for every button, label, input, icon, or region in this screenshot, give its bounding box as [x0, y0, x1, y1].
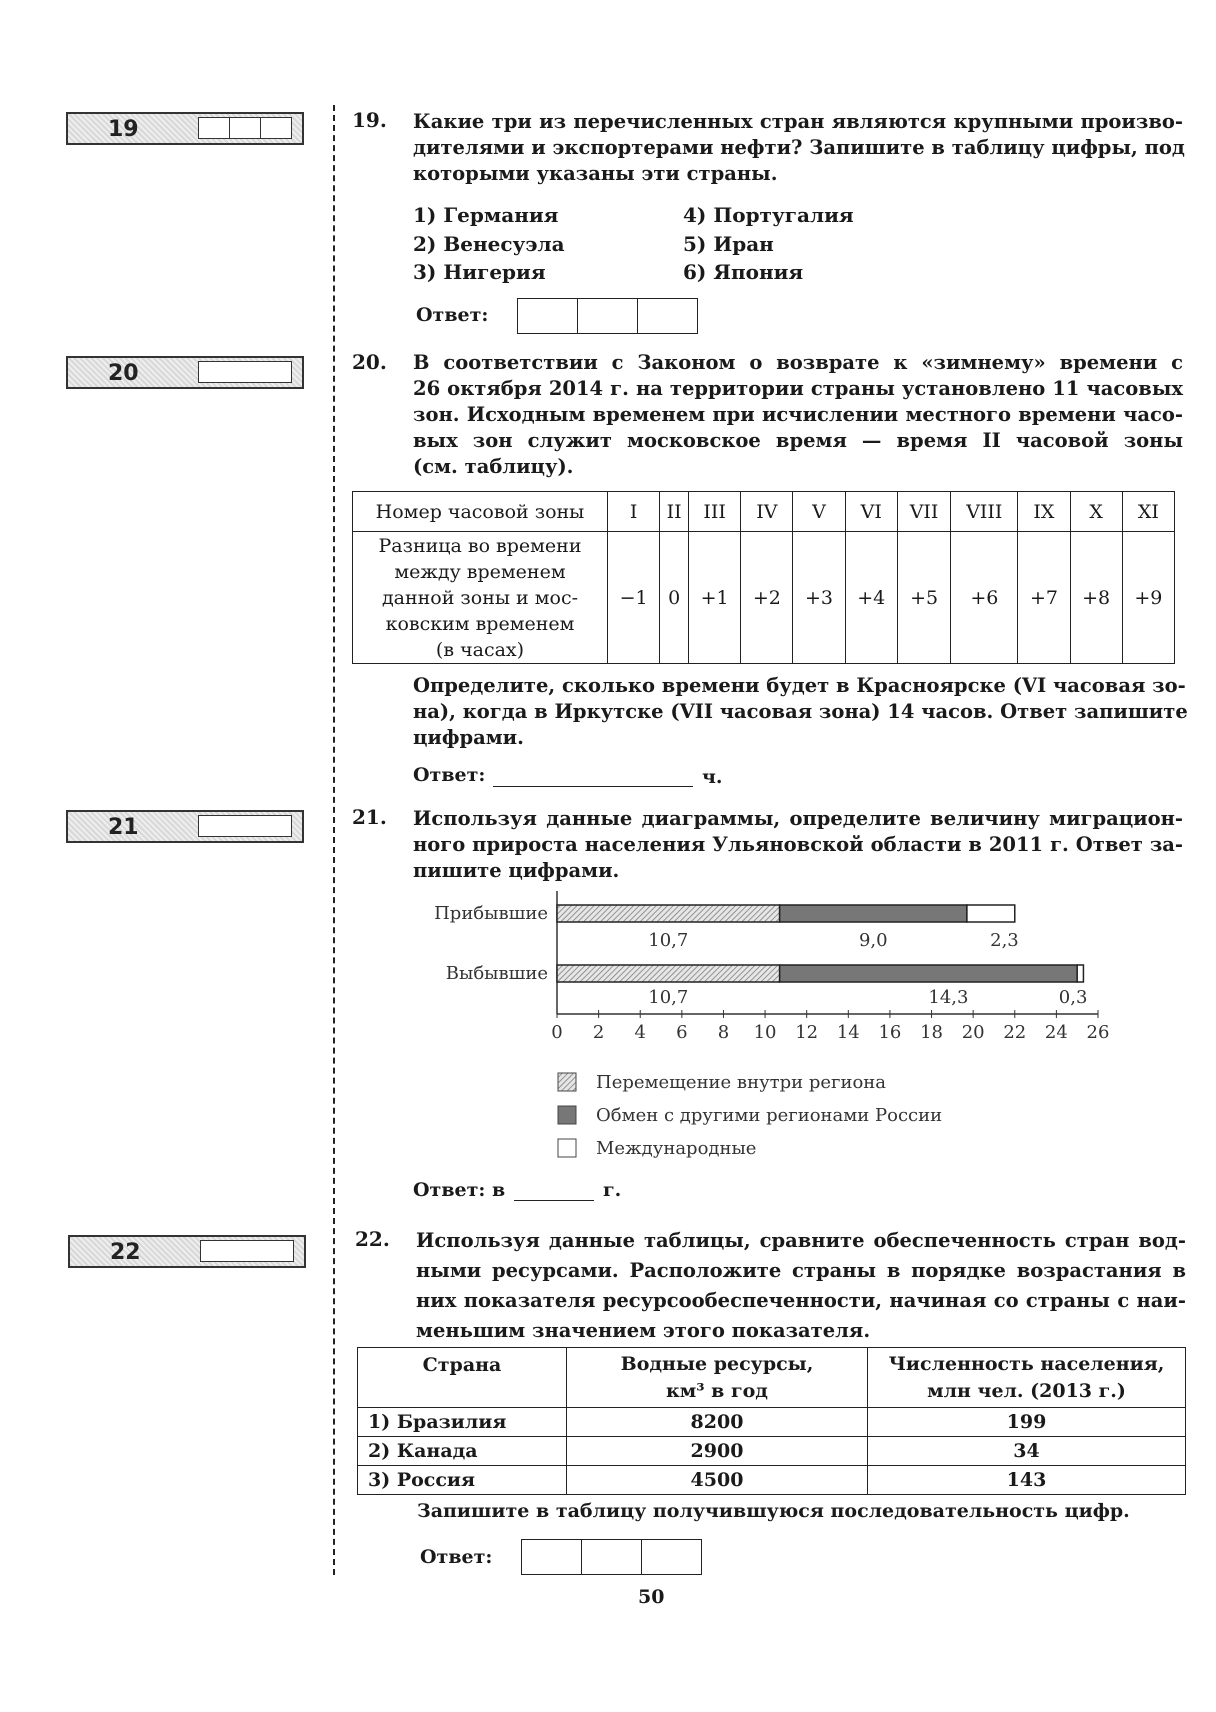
answer-label: Ответ:	[416, 304, 489, 326]
time-difference: 0	[660, 532, 689, 664]
text-line: цифрами.	[413, 726, 524, 749]
text-line: дителями и экспортерами нефти? Запишите в таблицу цифры, под	[413, 136, 1185, 159]
time-difference: +1	[689, 532, 741, 664]
value-label: 14,3	[928, 987, 969, 1008]
bar-segment	[967, 905, 1015, 922]
text-line: на), когда в Иркутске (VII часовая зона) 14 часов. Ответ запишите	[413, 700, 1188, 723]
legend-swatch	[558, 1139, 576, 1157]
legend-swatch	[558, 1106, 576, 1124]
cell-population: 199	[868, 1408, 1186, 1437]
header-line: Водные ресурсы,	[620, 1352, 814, 1375]
x-tick-label: 10	[753, 1022, 777, 1043]
header-line: между временем	[394, 560, 566, 583]
zone-number: V	[793, 492, 845, 532]
option: 1) Германия	[413, 203, 559, 227]
legend-label: Международные	[596, 1138, 757, 1159]
category-label: Выбывшие	[445, 963, 548, 984]
water-resources-table	[357, 1347, 1186, 1495]
value-label: 10,7	[648, 987, 689, 1008]
time-difference: +2	[741, 532, 793, 664]
column-header	[868, 1348, 1186, 1408]
question-number: 22.	[355, 1227, 390, 1251]
text-line: Какие три из перечисленных стран являются крупными произво-	[413, 110, 1183, 133]
header-line: км³ в год	[666, 1379, 768, 1402]
text-line: Используя данные таблицы, сравните обеспеченность стран вод-	[416, 1229, 1186, 1252]
x-tick-label: 0	[551, 1022, 563, 1043]
answer-label: Ответ:	[413, 764, 486, 786]
bar-segment	[557, 905, 780, 922]
option: 6) Япония	[683, 260, 804, 284]
answer-unit: г.	[603, 1179, 622, 1201]
bar-segment	[780, 965, 1078, 982]
x-tick-label: 6	[676, 1022, 688, 1043]
header-line: данной зоны и мос-	[381, 586, 579, 609]
header-line: ковским временем	[385, 612, 575, 635]
x-tick-label: 8	[717, 1022, 730, 1043]
header-line: млн чел. (2013 г.)	[927, 1379, 1126, 1402]
text-line: меньшим значением этого показателя.	[416, 1319, 871, 1342]
text-line: Используя данные диаграммы, определите величину миграцион-	[413, 807, 1183, 830]
x-tick-label: 20	[961, 1022, 985, 1043]
time-difference: +9	[1122, 532, 1174, 664]
text-line: Определите, сколько времени будет в Красноярске (VI часовая зо-	[413, 674, 1186, 697]
cell-water: 2900	[567, 1437, 868, 1466]
tag-number: 20	[108, 361, 139, 386]
text-line: ного прироста населения Ульяновской области в 2011 г. Ответ за-	[413, 833, 1183, 856]
table-row	[358, 1408, 1186, 1437]
bar-segment	[780, 905, 967, 922]
x-tick-label: 22	[1003, 1022, 1027, 1043]
question-number: 20.	[352, 350, 387, 374]
legend-swatch	[558, 1073, 576, 1091]
time-difference: −1	[608, 532, 660, 664]
text-line: которыми указаны эти страны.	[413, 162, 778, 185]
answer-unit: ч.	[702, 766, 723, 788]
value-label: 9,0	[858, 930, 888, 951]
column-header	[567, 1348, 868, 1408]
zone-number: VIII	[951, 492, 1018, 532]
cell-population: 34	[868, 1437, 1186, 1466]
tag-cells[interactable]	[200, 1240, 294, 1262]
table-row	[358, 1466, 1186, 1495]
time-difference: +6	[951, 532, 1018, 664]
zone-number: XI	[1122, 492, 1174, 532]
question-22-text	[416, 1226, 1186, 1346]
cell-country: 3) Россия	[358, 1466, 567, 1495]
legend-label: Обмен с другими регионами России	[596, 1105, 943, 1126]
zone-number: III	[689, 492, 741, 532]
cell-country: 1) Бразилия	[358, 1408, 567, 1437]
zone-number: IX	[1018, 492, 1070, 532]
category-label: Прибывшие	[434, 903, 548, 924]
cell-population: 143	[868, 1466, 1186, 1495]
time-difference: +8	[1070, 532, 1122, 664]
x-tick-label: 26	[1086, 1022, 1110, 1043]
legend-label: Перемещение внутри региона	[596, 1072, 887, 1093]
zone-number: I	[608, 492, 660, 532]
x-tick-label: 16	[878, 1022, 902, 1043]
option: 4) Португалия	[683, 203, 854, 227]
time-difference: +7	[1018, 532, 1070, 664]
answer-label: Ответ: в	[413, 1179, 506, 1201]
time-difference: +3	[793, 532, 845, 664]
text-line: зон. Исходным временем при исчислении местного времени часо-	[413, 403, 1183, 426]
x-tick-label: 12	[795, 1022, 819, 1043]
text-line: ными ресурсами. Расположите страны в порядке возрастания в	[416, 1259, 1186, 1282]
option: 2) Венесуэла	[413, 232, 565, 256]
page-number: 50	[638, 1586, 665, 1608]
header-line: (в часах)	[435, 638, 525, 661]
text-line: (см. таблицу).	[413, 455, 574, 478]
value-label: 10,7	[648, 930, 689, 951]
column-header: Страна	[358, 1348, 567, 1408]
table-row	[358, 1437, 1186, 1466]
header-line: Численность населения,	[888, 1352, 1165, 1375]
cell-water: 8200	[567, 1408, 868, 1437]
instruction-text: Запишите в таблицу получившуюся последовательность цифр.	[417, 1500, 1130, 1522]
text-line: 26 октября 2014 г. на территории страны установлено 11 часовых	[413, 377, 1183, 400]
answer-tag-22	[68, 1235, 306, 1268]
text-line: В соответствии с Законом о возврате к «зимнему» времени с	[413, 351, 1183, 374]
x-tick-label: 24	[1044, 1022, 1068, 1043]
option: 3) Нигерия	[413, 260, 546, 284]
option: 5) Иран	[683, 232, 774, 256]
x-tick-label: 2	[592, 1022, 605, 1043]
x-tick-label: 14	[836, 1022, 860, 1043]
answer-boxes[interactable]	[521, 1539, 702, 1575]
zone-number: VI	[845, 492, 897, 532]
cell-water: 4500	[567, 1466, 868, 1495]
zone-number: IV	[741, 492, 793, 532]
question-number: 19.	[352, 108, 387, 132]
text-line: них показателя ресурсообеспеченности, начиная со страны с наи-	[416, 1289, 1186, 1312]
value-label: 2,3	[990, 930, 1019, 951]
tag-number: 21	[108, 815, 139, 840]
answer-label: Ответ:	[420, 1546, 493, 1568]
value-label: 0,3	[1058, 987, 1088, 1008]
answer-line[interactable]	[514, 1200, 594, 1201]
zone-number: II	[660, 492, 689, 532]
time-difference: +4	[845, 532, 897, 664]
time-difference: +5	[897, 532, 951, 664]
zone-number: X	[1070, 492, 1122, 532]
zone-number: VII	[897, 492, 951, 532]
tag-number: 19	[108, 117, 139, 142]
text-line: пишите цифрами.	[413, 859, 620, 882]
x-tick-label: 18	[920, 1022, 943, 1043]
text-line: вых зон служит московское время — время II часовой зоны	[413, 429, 1183, 452]
question-number: 21.	[352, 805, 387, 829]
bar-segment	[557, 965, 780, 982]
bar-segment	[1077, 965, 1083, 982]
cell-country: 2) Канада	[358, 1437, 567, 1466]
tag-number: 22	[110, 1240, 141, 1265]
table-header: Номер часовой зоны	[353, 492, 608, 532]
header-line: Разница во времени	[378, 534, 582, 557]
x-tick-label: 4	[634, 1022, 646, 1043]
